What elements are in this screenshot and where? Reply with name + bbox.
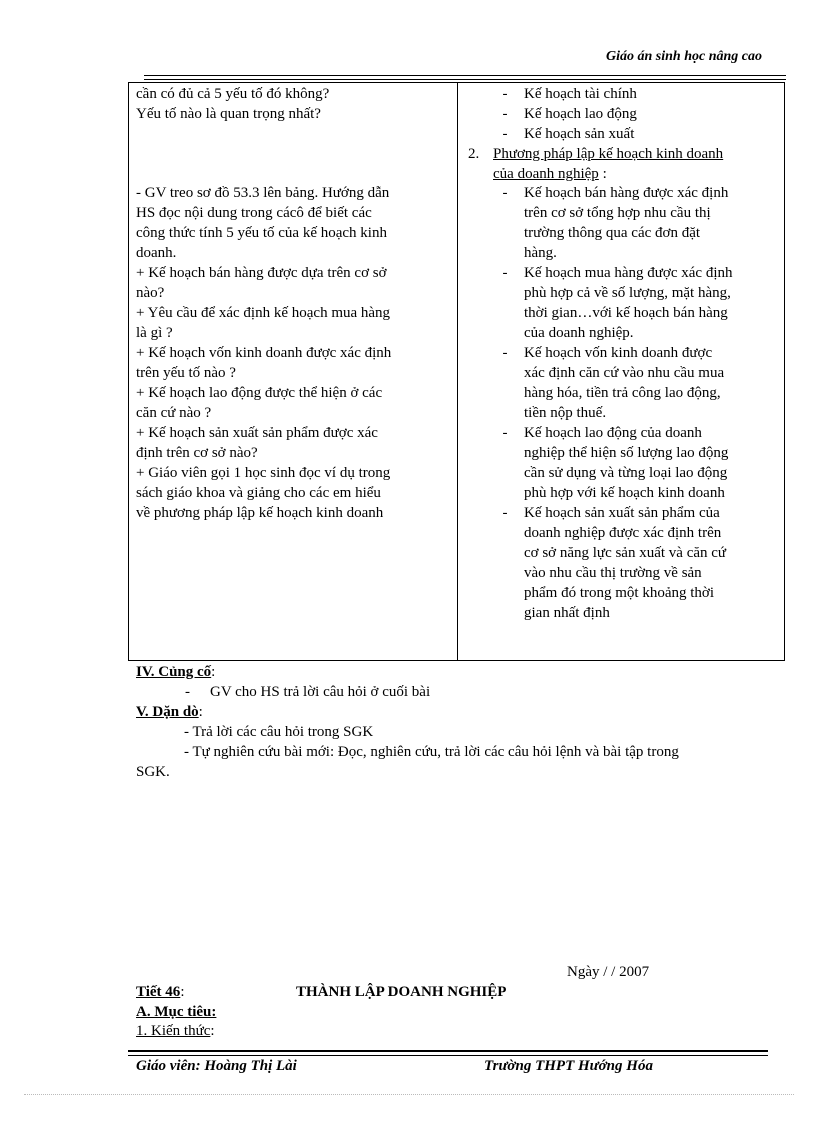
dash-marker: - (502, 86, 508, 102)
section-a-sub: 1. Kiến thức: (136, 1023, 215, 1039)
lesson-number: Tiết 46: (136, 984, 185, 1000)
right-bullet-list (498, 183, 783, 623)
list-item: - Kế hoạch tài chính (498, 84, 783, 104)
lesson-title: THÀNH LẬP DOANH NGHIỆP (296, 984, 507, 1000)
footer-school: Trường THPT Hướng Hóa (484, 1058, 653, 1074)
left-line: HS đọc nội dung trong cácô để biết các (136, 205, 372, 221)
left-line: công thức tính 5 yếu tố của kế hoạch kinh (136, 225, 387, 241)
section-a-heading: A. Mục tiêu: (136, 1004, 217, 1020)
left-line: định trên cơ sở nào? (136, 445, 258, 461)
section-title-line: Phương pháp lập kế hoạch kinh doanh (493, 146, 724, 162)
section-title-line: của doanh nghiệp (493, 166, 599, 182)
section-title: Phương pháp lập kế hoạch kinh doanh của doanh nghiệp : (493, 146, 724, 182)
left-line: về phương pháp lập kế hoạch kinh doanh (136, 505, 384, 521)
list-item: - Kế hoạch sản xuất sản phẩm của doanh nghiệp được xác định trên cơ sở năng lực sản xuất và căn cứ vào nhu cầu thị trường về sản phẩm đó trong một khoảng thời gian nhất định (498, 503, 783, 623)
left-line: + Kế hoạch sản xuất sản phẩm được xác (136, 425, 378, 441)
list-item: - Kế hoạch bán hàng được xác định trên cơ sở tổng hợp nhu cầu thị trường thông qua các đơn đặt hàng. (498, 183, 783, 263)
left-line: sách giáo khoa và giảng cho các em hiểu (136, 485, 381, 501)
list-item: - Kế hoạch mua hàng được xác định phù hợp cả về số lượng, mặt hàng, thời gian…với kế hoạch bán hàng của doanh nghiệp. (498, 263, 783, 343)
left-line: + Kế hoạch lao động được thể hiện ở các (136, 385, 383, 401)
section-iv-heading: IV. Củng cố: (136, 664, 216, 680)
section-v-line: - Tự nghiên cứu bài mới: Đọc, nghiên cứu, trả lời các câu hỏi lệnh và bài tập trong (184, 744, 679, 760)
left-line: doanh. (136, 245, 177, 261)
dash-marker: - (502, 126, 508, 142)
list-item: - Kế hoạch vốn kinh doanh được xác định căn cứ vào nhu cầu mua hàng hóa, tiền trả công lao động, tiền nộp thuế. (498, 343, 783, 423)
left-line: cần có đủ cả 5 yếu tố đó không? (136, 86, 330, 102)
dash-marker: - (502, 345, 508, 361)
lesson-date: Ngày / / 2007 (567, 964, 650, 980)
dash-marker: - (502, 185, 508, 201)
left-line: + Kế hoạch vốn kinh doanh được xác định (136, 345, 392, 361)
list-item: - Kế hoạch sản xuất (498, 124, 783, 144)
header-rule (144, 75, 786, 80)
left-line: căn cứ nào ? (136, 405, 212, 421)
table-column-divider (457, 82, 458, 661)
section-v-heading: V. Dặn dò: (136, 704, 203, 720)
left-column-main (136, 183, 454, 523)
page-header-title: Giáo án sinh học nâng cao (606, 49, 762, 64)
footer-teacher: Giáo viên: Hoàng Thị Lài (136, 1058, 297, 1074)
left-line: + Kế hoạch bán hàng được dựa trên cơ sở (136, 265, 387, 281)
section-iv-dash: - (185, 684, 190, 700)
left-line: - GV treo sơ đồ 53.3 lên bảng. Hướng dẫn (136, 185, 390, 201)
list-item: - Kế hoạch lao động của doanh nghiệp thể hiện số lượng lao động cần sử dụng và từng loại lao động phù hợp với kế hoạch kinh doanh (498, 423, 783, 503)
list-item: - Kế hoạch lao động (498, 104, 783, 124)
left-line: + Yêu cầu để xác định kế hoạch mua hàng (136, 305, 391, 321)
section-v-line: SGK. (136, 764, 170, 780)
left-line: trên yếu tố nào ? (136, 365, 236, 381)
left-line: + Giáo viên gọi 1 học sinh đọc ví dụ trong (136, 465, 391, 481)
section-iv-item: GV cho HS trả lời câu hỏi ở cuối bài (210, 684, 431, 700)
dash-marker: - (502, 425, 508, 441)
section-v-line: - Trả lời các câu hỏi trong SGK (184, 724, 374, 740)
left-column-top (136, 84, 454, 124)
left-line: nào? (136, 285, 165, 301)
dash-marker: - (502, 265, 508, 281)
page-bottom-edge (24, 1094, 794, 1095)
dash-marker: - (502, 505, 508, 521)
left-line: là gì ? (136, 325, 173, 341)
section-number: 2. (468, 146, 480, 162)
dash-marker: - (502, 106, 508, 122)
right-top-list (498, 84, 783, 144)
left-line: Yếu tố nào là quan trọng nhất? (136, 106, 321, 122)
